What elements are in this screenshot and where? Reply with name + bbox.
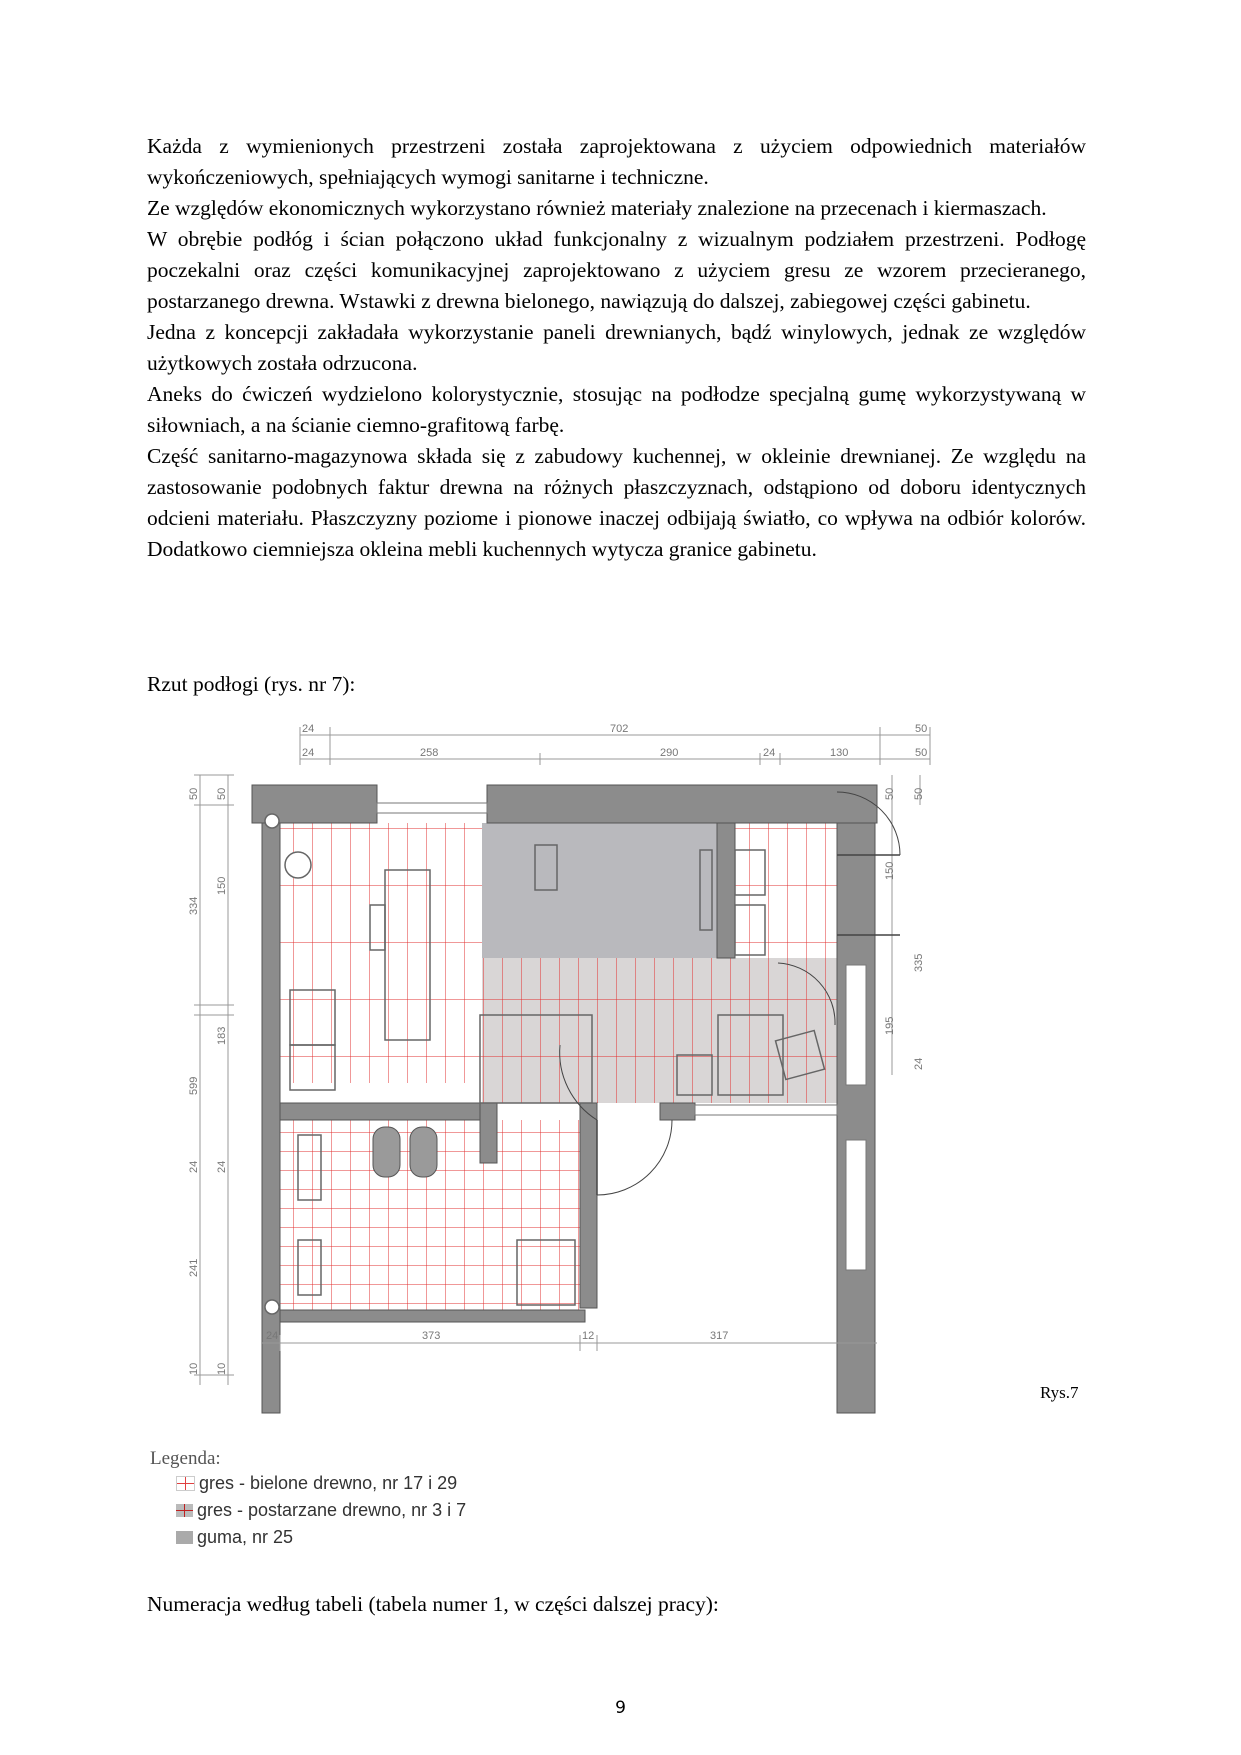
- dim-label: 702: [610, 723, 629, 735]
- paragraph: W obrębie podłóg i ścian połączono układ funkcjonalny z wizualnym podziałem przestrzeni. Podłogę poczekalni oraz części komunikacyjnej zaprojektowano z użyciem gresu ze wzorem przecieranego, postarzanego drewna. Wstawki z drewna bielonego, nawiązują do dalszej, zabiegowej części gabinetu.: [147, 227, 1086, 313]
- dim-label: 24: [266, 1330, 279, 1342]
- dim-label: 183: [216, 1026, 228, 1045]
- dimension-labels-right: [884, 788, 925, 1070]
- legend-title: Legenda:: [150, 1448, 221, 1469]
- paragraph: Ze względów ekonomicznych wykorzystano również materiały znalezione na przecenach i kiermaszach.: [147, 196, 1047, 220]
- dim-label: 50: [915, 747, 928, 759]
- page-number: 9: [615, 1698, 626, 1718]
- paragraph: Aneks do ćwiczeń wydzielono kolorystycznie, stosując na podłodze specjalną gumę wykorzystywaną w siłowniach, a na ścianie ciemno-grafitową farbę.: [147, 382, 1086, 437]
- dim-label: 50: [913, 787, 925, 800]
- floor-rubber-exercise: [482, 823, 717, 958]
- paragraph: Jedna z koncepcji zakładała wykorzystanie paneli drewnianych, bądź winylowych, jednak ze względów użytkowych została odrzucona.: [147, 320, 1086, 375]
- dim-label: 317: [710, 1330, 729, 1342]
- dim-label: 24: [763, 747, 776, 759]
- dimension-lines-left: [194, 775, 234, 1385]
- legend-item-label: gres - bielone drewno, nr 17 i 29: [199, 1473, 458, 1493]
- dimension-labels-bottom: [266, 1330, 728, 1342]
- dim-label: 24: [188, 1160, 200, 1173]
- figure-caption: Rzut podłogi (rys. nr 7):: [147, 672, 356, 696]
- dim-label: 335: [913, 953, 925, 972]
- dim-label: 334: [188, 896, 200, 915]
- legend-item: [176, 1470, 466, 1497]
- dimension-lines-bottom: [262, 1335, 877, 1351]
- floor-white-wood-room: [735, 823, 837, 958]
- dimension-lines-right: [892, 775, 920, 1075]
- body-text: [147, 131, 1086, 565]
- dim-label: 150: [884, 861, 896, 880]
- dim-label: 195: [884, 1016, 896, 1035]
- paragraph: Część sanitarno-magazynowa składa się z zabudowy kuchennej, w okleinie drewnianej. Ze względu na zastosowanie podobnych faktur drewna na różnych płaszczyznach, odstąpiono od doboru identycznych odcieni materiału. Płaszczyzny poziome i pionowe inaczej odbijają światło, co wpływa na odbiór kolorów. Dodatkowo ciemniejsza okleina mebli kuchennych wytycza granice gabinetu.: [147, 444, 1086, 561]
- rubber-swatch-icon: [176, 1531, 193, 1544]
- dim-label: 241: [188, 1258, 200, 1277]
- floor-plan: [180, 715, 1040, 1425]
- dim-label: 258: [420, 747, 439, 759]
- dim-label: 50: [884, 787, 896, 800]
- dim-label: 373: [422, 1330, 441, 1342]
- dim-label: 24: [216, 1160, 228, 1173]
- legend-item-label: gres - postarzane drewno, nr 3 i 7: [197, 1500, 467, 1520]
- legend-item: [176, 1497, 466, 1524]
- dim-label: 130: [830, 747, 849, 759]
- white-wood-swatch-icon: [176, 1476, 195, 1491]
- dim-label: 50: [216, 787, 228, 800]
- figure-label: Rys.7: [1040, 1383, 1079, 1402]
- dimension-labels-top: [302, 723, 927, 759]
- legend: [150, 1448, 466, 1551]
- dim-label: 50: [915, 723, 928, 735]
- dim-label: 50: [188, 787, 200, 800]
- dim-label: 24: [302, 723, 315, 735]
- dim-label: 12: [582, 1330, 595, 1342]
- dim-label: 24: [302, 747, 315, 759]
- paragraph: Każda z wymienionych przestrzeni została zaprojektowana z użyciem odpowiednich materiałów wykończeniowych, spełniających wymogi sanitarne i techniczne.: [147, 134, 1086, 189]
- legend-item: [176, 1524, 466, 1551]
- table-reference-text: Numeracja według tabeli (tabela numer 1, w części dalszej pracy):: [147, 1592, 719, 1616]
- dimension-labels-left: [188, 788, 228, 1375]
- legend-item-label: guma, nr 25: [197, 1527, 294, 1547]
- dim-label: 150: [216, 876, 228, 895]
- dim-label: 10: [216, 1362, 228, 1375]
- dim-label: 10: [188, 1362, 200, 1375]
- dim-label: 599: [188, 1076, 200, 1095]
- dim-label: 290: [660, 747, 679, 759]
- dim-label: 24: [913, 1057, 925, 1070]
- aged-wood-swatch-icon: [176, 1504, 193, 1517]
